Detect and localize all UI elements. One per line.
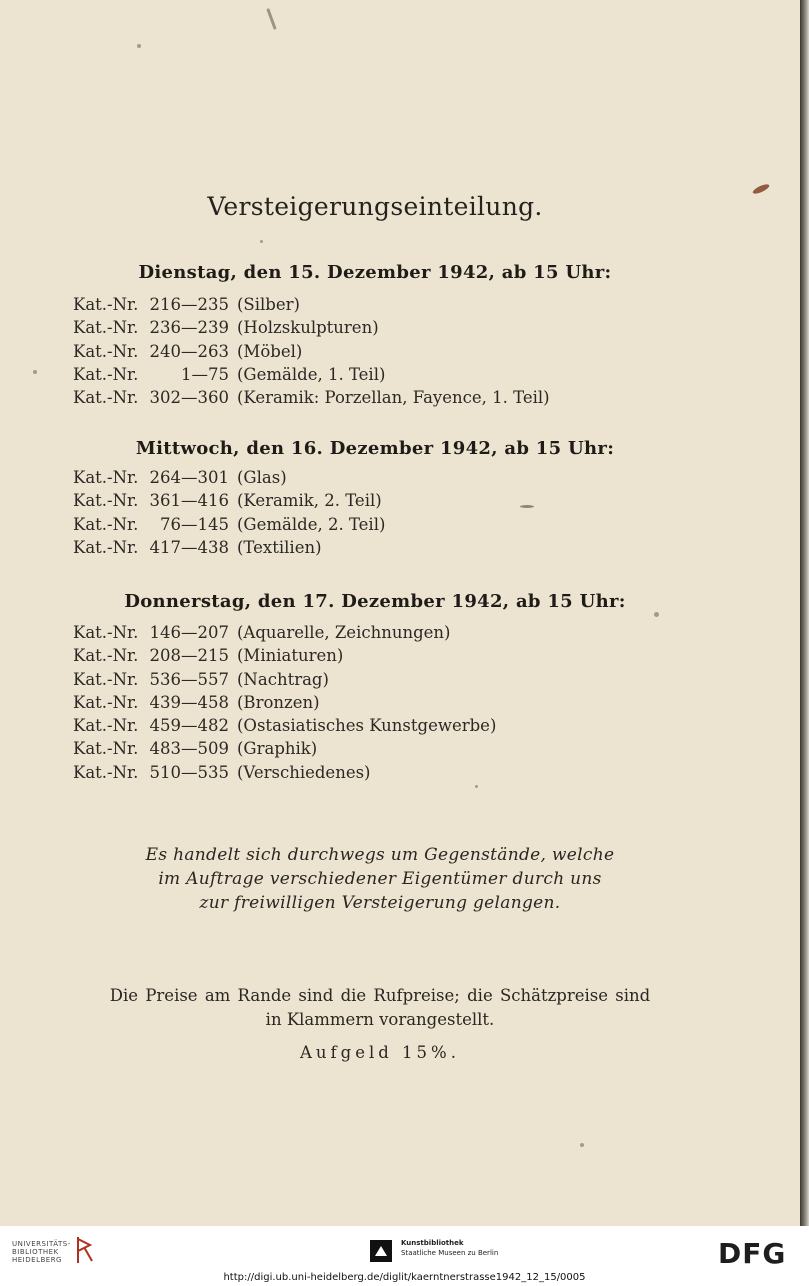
- list-item: Kat.-Nr. 216—235 (Silber): [73, 295, 300, 314]
- document-title: Versteigerungseinteilung.: [207, 192, 543, 221]
- list-item: Kat.-Nr. 146—207 (Aquarelle, Zeichnungen): [73, 623, 451, 642]
- note-line: Es handelt sich durchwegs um Gegenstände, welche: [145, 845, 615, 865]
- paper-speck: [475, 785, 478, 788]
- prices-line: Die Preise am Rande sind die Rufpreise; die Schätzpreise sind: [109, 986, 651, 1005]
- aufgeld-note: Aufgeld 15%.: [300, 1043, 460, 1062]
- list-item: Kat.-Nr. 264—301 (Glas): [73, 468, 287, 487]
- paper-speck: [520, 505, 534, 508]
- university-library-logo-text[interactable]: UNIVERSITÄTS- BIBLIOTHEK HEIDELBERG: [12, 1240, 71, 1264]
- list-item: Kat.-Nr. 483—509 (Graphik): [73, 739, 318, 759]
- paper-speck: [580, 1143, 584, 1147]
- day-heading-wednesday: Mittwoch, den 16. Dezember 1942, ab 15 Uhr:: [135, 438, 615, 459]
- italic-note: [0, 843, 760, 915]
- paper-speck: [137, 44, 141, 48]
- paper-speck: [266, 8, 276, 30]
- kunstbibliothek-label: Kunstbibliothek Staatliche Museen zu Berlin: [401, 1239, 499, 1257]
- list-item: Kat.-Nr. 236—239 (Holzskulpturen): [73, 318, 379, 338]
- page-url[interactable]: http://digi.ub.uni-heidelberg.de/diglit/kaerntnerstrasse1942_12_15/0005: [223, 1272, 586, 1283]
- list-item: Kat.-Nr. 361—416 (Keramik, 2. Teil): [73, 491, 382, 511]
- paper-speck: [33, 370, 37, 374]
- list-item: Kat.-Nr. 302—360 (Keramik: Porzellan, Fayence, 1. Teil): [73, 388, 550, 408]
- entries-tuesday: [73, 293, 550, 409]
- list-item: Kat.-Nr. 536—557 (Nachtrag): [73, 669, 329, 689]
- list-item: Kat.-Nr. 459—482 (Ostasiatisches Kunstgewerbe): [73, 716, 497, 736]
- list-item: Kat.-Nr. 1—75 (Gemälde, 1. Teil): [73, 364, 386, 384]
- prices-notice: [0, 984, 760, 1032]
- list-item: Kat.-Nr. 510—535 (Verschiedenes): [73, 762, 371, 782]
- list-item: Kat.-Nr. 240—263 (Möbel): [73, 341, 303, 361]
- note-line: zur freiwilligen Versteigerung gelangen.: [199, 893, 561, 913]
- day-heading-tuesday: Dienstag, den 15. Dezember 1942, ab 15 Uhr:: [138, 262, 612, 283]
- list-item: Kat.-Nr. 208—215 (Miniaturen): [73, 646, 344, 666]
- entries-thursday: [73, 621, 496, 784]
- note-line: im Auftrage verschiedener Eigentümer durch uns: [158, 869, 602, 889]
- list-item: Kat.-Nr. 439—458 (Bronzen): [73, 692, 320, 712]
- paper-speck: [654, 612, 659, 617]
- list-item: Kat.-Nr. 417—438 (Textilien): [73, 537, 322, 557]
- paper-speck: [260, 240, 263, 243]
- page-edge: [800, 0, 809, 1226]
- entries-wednesday: [73, 466, 385, 559]
- day-heading-thursday: Donnerstag, den 17. Dezember 1942, ab 15 Uhr:: [124, 591, 626, 612]
- paper-stain: [752, 182, 771, 195]
- list-item: Kat.-Nr. 76—145 (Gemälde, 2. Teil): [73, 514, 386, 534]
- prices-line: in Klammern vorangestellt.: [265, 1010, 495, 1029]
- heidelberg-logo-icon[interactable]: [74, 1235, 96, 1267]
- dfg-logo[interactable]: DFG: [718, 1237, 787, 1270]
- kunstbibliothek-logo-icon[interactable]: [370, 1240, 392, 1262]
